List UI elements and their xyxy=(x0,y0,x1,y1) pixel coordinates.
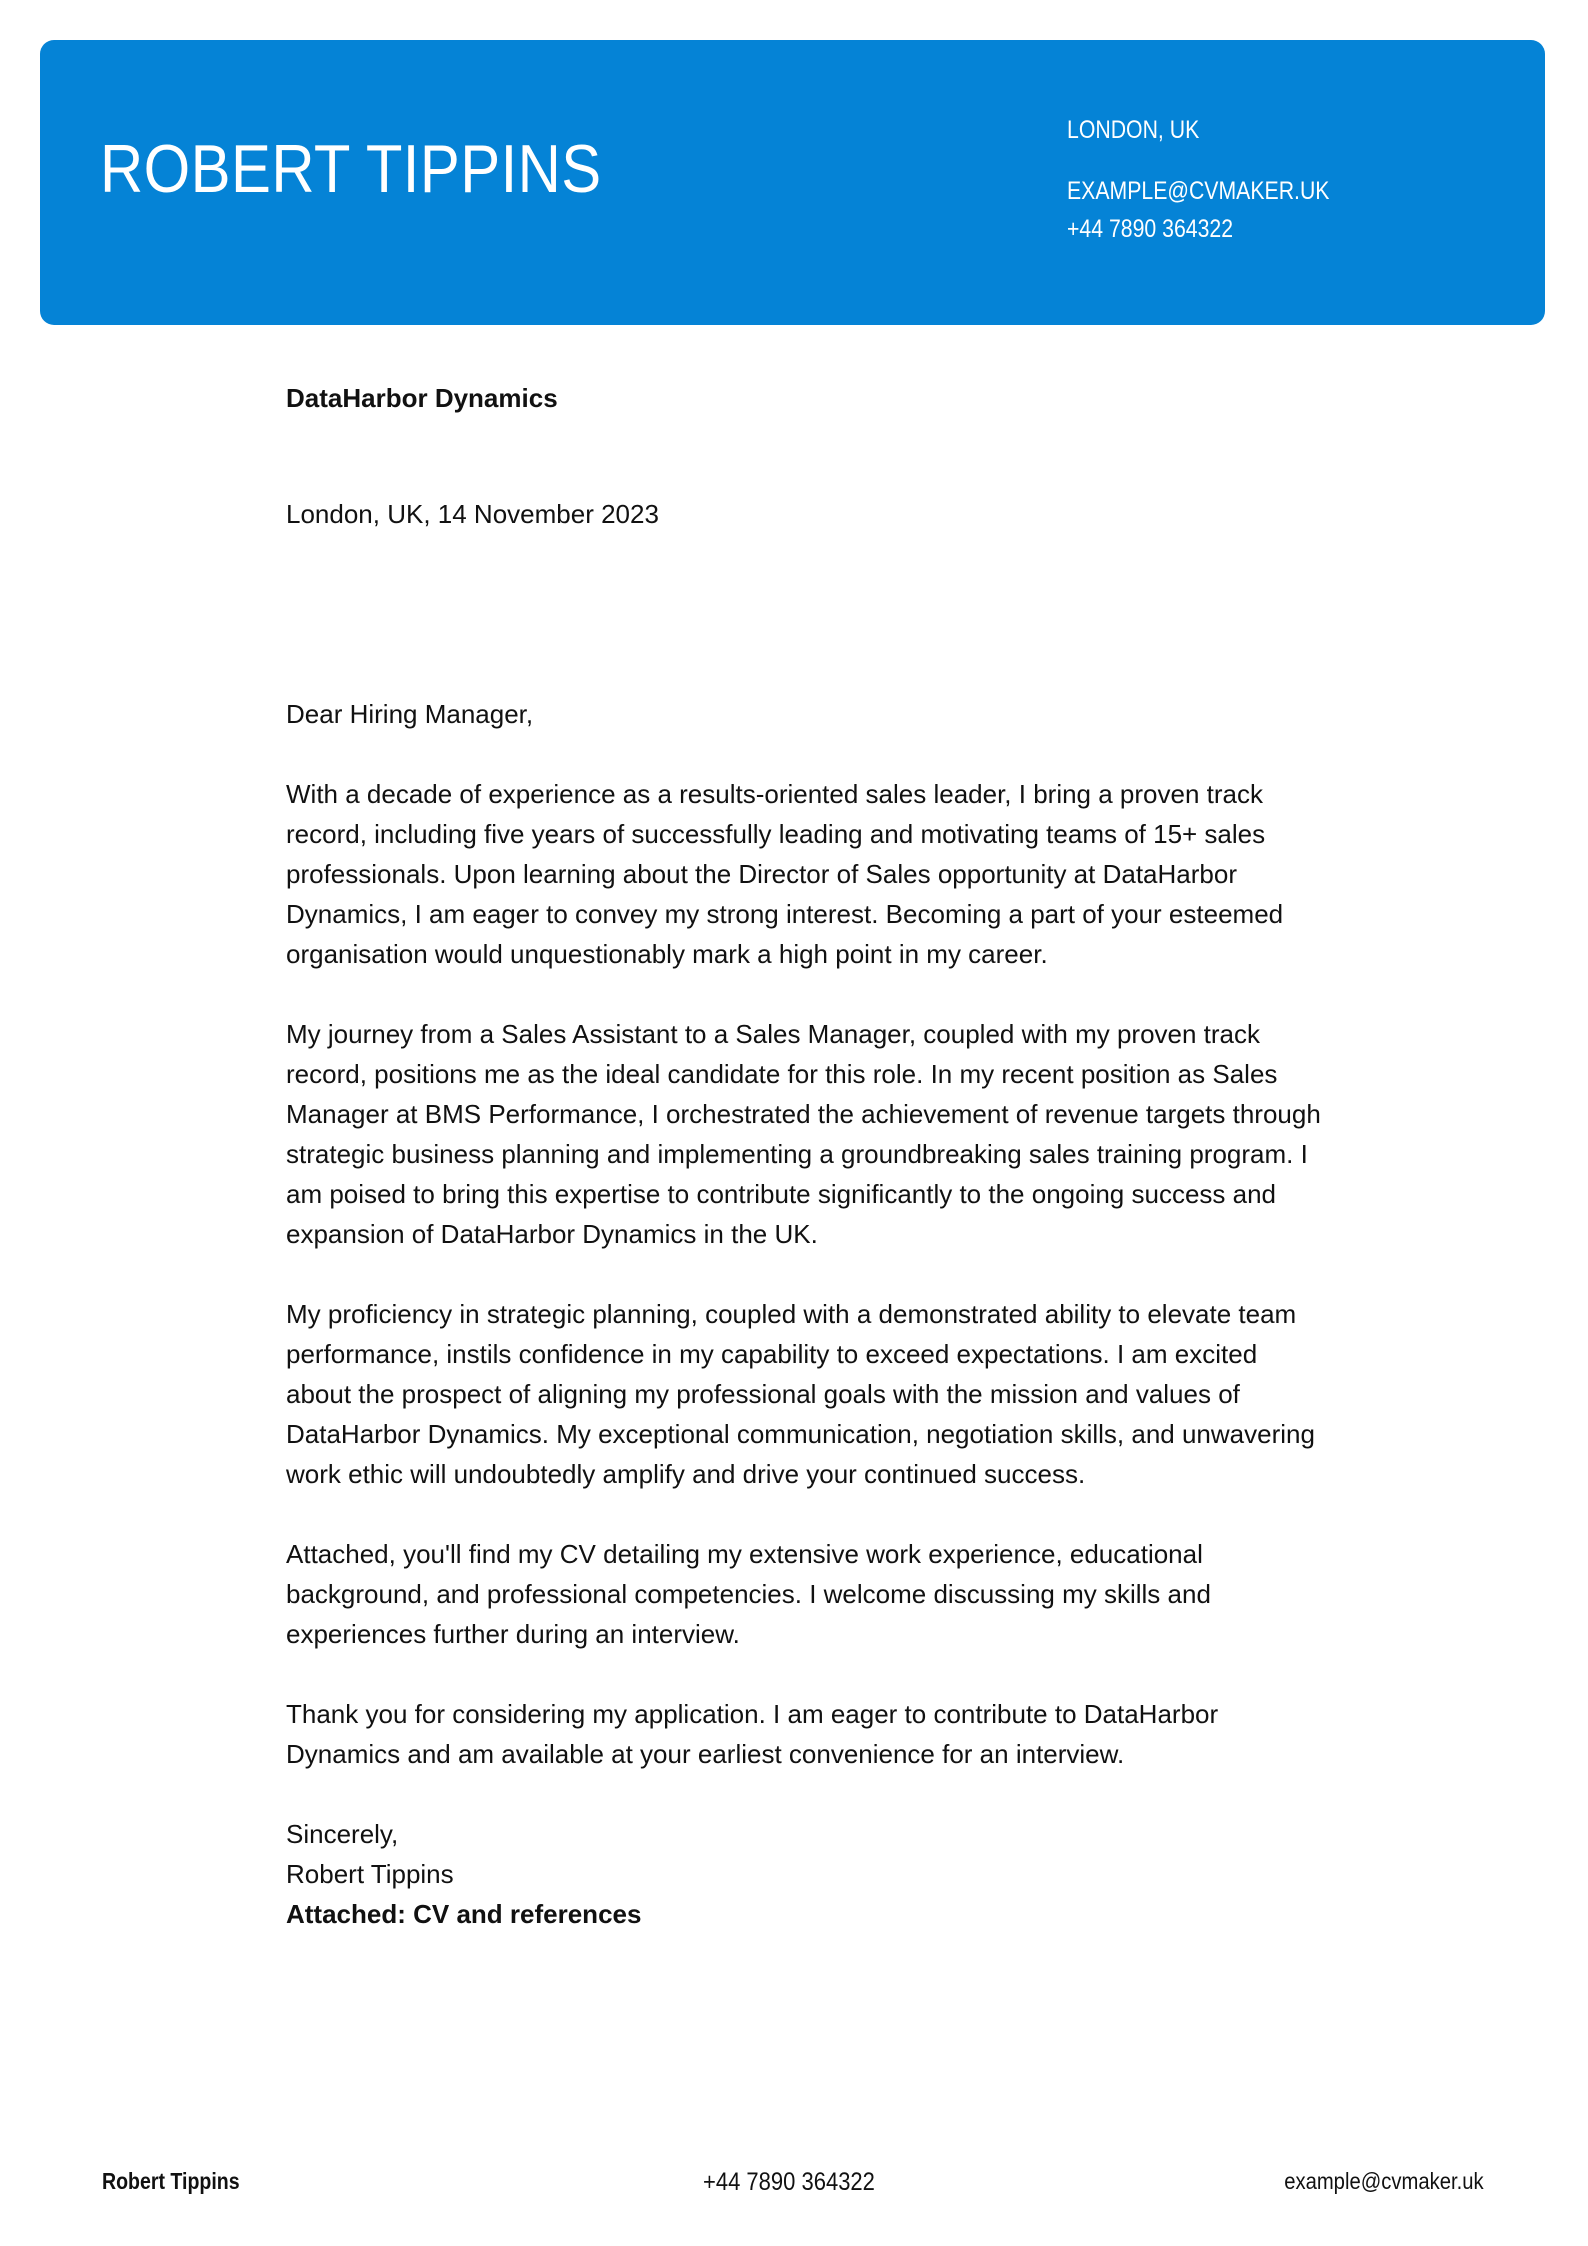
applicant-name: ROBERT TIPPINS xyxy=(100,131,602,207)
page-footer xyxy=(0,2168,1588,2204)
body-paragraph: Thank you for considering my application. I am eager to contribute to DataHarbor Dynamics and am available at your earliest convenience for an interview. xyxy=(286,1699,1219,1769)
header-location: LONDON, UK xyxy=(1067,116,1200,144)
footer-name: Robert Tippins xyxy=(102,2168,240,2194)
greeting: Dear Hiring Manager, xyxy=(286,699,534,729)
letter-body xyxy=(286,774,1326,1814)
footer-phone[interactable]: +44 7890 364322 xyxy=(703,2168,875,2196)
recipient-company: DataHarbor Dynamics xyxy=(286,383,558,413)
date-line: London, UK, 14 November 2023 xyxy=(286,499,659,529)
footer-email[interactable]: example@cvmaker.uk xyxy=(1284,2168,1484,2194)
body-paragraph: My journey from a Sales Assistant to a Sales Manager, coupled with my proven track record, positions me as the ideal candidate for this role. In my recent position as Sales Manager at BMS Performance, I orchestrated the achievement of revenue targets through strategic business planning and implementing a groundbreaking sales training program. I am poised to bring this expertise to contribute significantly to the ongoing success and expansion of DataHarbor Dynamics in the UK. xyxy=(286,1019,1321,1249)
body-paragraph: With a decade of experience as a results-oriented sales leader, I bring a proven track record, including five years of successfully leading and motivating teams of 15+ sales professionals. Upon learning about the Director of Sales opportunity at DataHarbor Dynamics, I am eager to convey my strong interest. Becoming a part of your esteemed organisation would unquestionably mark a high point in my career. xyxy=(286,779,1284,969)
closing-phrase: Sincerely, xyxy=(286,1819,399,1849)
body-paragraph: Attached, you'll find my CV detailing my extensive work experience, educational background, and professional competencies. I welcome discussing my skills and experiences further during an interview. xyxy=(286,1539,1211,1649)
attachments-note: Attached: CV and references xyxy=(286,1899,642,1929)
header-email[interactable]: EXAMPLE@CVMAKER.UK xyxy=(1067,177,1330,205)
signature-name: Robert Tippins xyxy=(286,1859,454,1889)
header-banner xyxy=(40,40,1545,325)
header-phone[interactable]: +44 7890 364322 xyxy=(1067,215,1234,243)
body-paragraph: My proficiency in strategic planning, coupled with a demonstrated ability to elevate team performance, instils confidence in my capability to exceed expectations. I am excited about the prospect of aligning my professional goals with the mission and values of DataHarbor Dynamics. My exceptional communication, negotiation skills, and unwavering work ethic will undoubtedly amplify and drive your continued success. xyxy=(286,1299,1315,1489)
closing-block xyxy=(286,1814,1326,1934)
